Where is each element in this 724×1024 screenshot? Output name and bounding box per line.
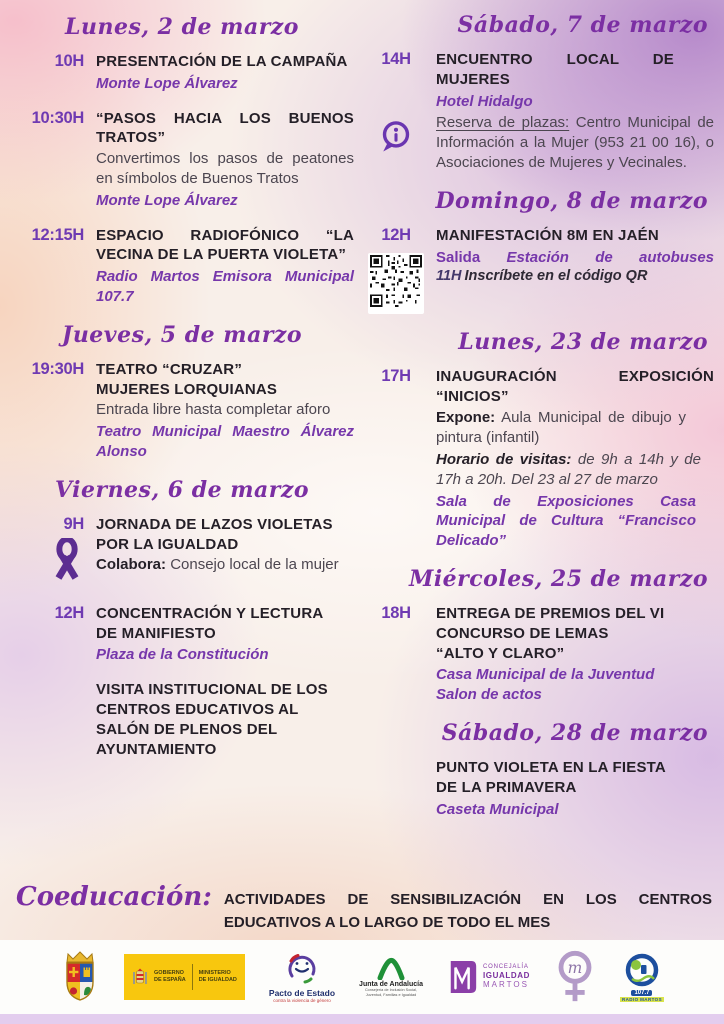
martos-coat-of-arms-logo — [60, 950, 100, 1004]
reserva-label: Reserva de plazas: — [436, 114, 570, 132]
gobierno-line1: GOBIERNO — [154, 969, 184, 976]
event-time: 10H — [54, 52, 84, 70]
event-presentacion-campana — [10, 52, 354, 94]
event-info — [436, 113, 714, 172]
qr-code — [368, 253, 424, 314]
junta-sub-line2: Juventud, Familias e Igualdad — [365, 993, 417, 997]
event-title: “PASOS HACIA LOS BUENOS TRATOS” — [96, 109, 354, 147]
expone-text: Aula Municipal de dibujo y pintura (infantil) — [436, 409, 686, 447]
salida-place: Estación de autobuses — [506, 248, 715, 266]
radio-circle-icon — [624, 953, 660, 989]
event-espacio-radiofonico — [10, 226, 354, 307]
event-time: 19:30H — [31, 359, 84, 378]
event-location: Teatro Municipal Maestro Álvarez Alonso — [96, 423, 354, 460]
coeducacion-row — [16, 882, 712, 934]
day-header-monday-2: Lunes, 2 de marzo — [65, 14, 299, 40]
ministerio-line1: MINISTERIO — [198, 969, 231, 976]
event-description: Entrada libre hasta completar aforo — [96, 401, 331, 419]
expone-label: Expone: — [436, 409, 496, 427]
event-location: Monte Lope Álvarez — [96, 74, 238, 92]
salida-label: Salida — [436, 248, 481, 266]
qr-note-line — [436, 267, 714, 287]
colabora-text: Consejo local de la mujer — [170, 556, 339, 574]
coeducacion-text: ACTIVIDADES DE SENSIBILIZACIÓN EN LOS CENTROS EDUCATIVOS A LO LARGO DE TODO EL MES — [223, 891, 712, 931]
qr-time: 11H — [436, 268, 462, 285]
colabora-label: Colabora: — [96, 556, 167, 574]
event-teatro-cruzar — [10, 360, 354, 462]
ribbon-icon — [50, 538, 84, 589]
junta-sub-line1: Consejería de Inclusión Social, — [364, 988, 418, 993]
concejalia-line1: CONCEJALÍA — [482, 964, 529, 971]
event-title: CONCENTRACIÓN Y LECTURA DE MANIFIESTO — [96, 604, 323, 642]
day-header-saturday-28: Sábado, 28 de marzo — [441, 719, 708, 746]
event-time: 12H — [381, 225, 411, 244]
event-visita-institucional — [10, 680, 354, 759]
qr-note: Inscríbete en el código QR — [464, 268, 648, 285]
bottom-strip — [0, 1014, 724, 1024]
logo-band — [0, 940, 724, 1014]
spain-crest-icon — [132, 967, 148, 987]
gobierno-ministerio-igualdad-logo — [124, 954, 245, 1000]
event-title-line2: MUJERES LORQUIANAS — [96, 380, 278, 398]
event-description — [96, 555, 354, 575]
day-header-thursday-5: Jueves, 5 de marzo — [61, 321, 303, 348]
event-time: 17H — [381, 366, 411, 385]
event-title: MANIFESTACIÓN 8M EN JAÉN — [436, 226, 659, 244]
event-location: Radio Martos Emisora Municipal 107.7 — [96, 268, 354, 305]
event-horario — [436, 450, 701, 490]
event-departure — [436, 248, 714, 268]
day-header-monday-23: Lunes, 23 de marzo — [458, 328, 708, 355]
event-title: ENCUENTRO LOCAL DE MUJERES — [436, 51, 674, 88]
event-punto-violeta — [366, 758, 714, 819]
day-header-sunday-8: Domingo, 8 de marzo — [435, 187, 708, 214]
day-header-wednesday-25: Miércoles, 25 de marzo — [408, 565, 708, 592]
radio-frequency: 107.7 — [631, 990, 652, 996]
event-time: 9H — [63, 514, 84, 533]
event-title: PUNTO VIOLETA EN LA FIESTA DE LA PRIMAVERA — [436, 758, 666, 796]
pacto-circle-icon — [282, 951, 322, 987]
event-manifestacion-8m — [366, 226, 714, 314]
event-concurso-lemas — [366, 604, 714, 705]
pacto-name: Pacto de Estado — [268, 988, 336, 998]
concejalia-line2: IGUALDAD — [482, 971, 530, 981]
junta-a-icon — [376, 956, 406, 980]
event-expone — [436, 408, 686, 448]
event-description: Convertimos los pasos de peatones en símbolos de Buenos Tratos — [96, 150, 354, 187]
event-time: 18H — [381, 603, 411, 622]
gobierno-line2: DE ESPAÑA — [154, 977, 186, 983]
junta-name: Junta de Andalucía — [359, 981, 423, 989]
event-title-line2: “ALTO Y CLARO” — [436, 644, 565, 662]
consejo-mujer-logo — [554, 949, 596, 1005]
event-exposicion-inicios — [366, 367, 714, 551]
event-location: Plaza de la Constitución — [96, 646, 269, 664]
reserva-text: Centro Municipal de Información a la Mujer (953 21 00 16), o Asociaciones de Mujeres y Vecinales. — [436, 114, 715, 171]
right-column — [366, 0, 714, 834]
event-title: JORNADA DE LAZOS VIOLETAS POR LA IGUALDAD — [96, 515, 333, 553]
pacto-de-estado-logo — [269, 951, 335, 1003]
pacto-subtitle: contra la violencia de género — [273, 998, 331, 1003]
event-time: 10:30H — [31, 108, 84, 127]
radio-martos-logo — [620, 953, 664, 1002]
event-title: VISITA INSTITUCIONAL DE LOS CENTROS EDUCATIVOS AL SALÓN DE PLENOS DEL AYUNTAMIENTO — [96, 681, 328, 758]
event-pasos-buenos-tratos — [10, 109, 354, 211]
mujer-letter: m — [567, 959, 583, 978]
event-title: INAUGURACIÓN EXPOSICIÓN “INICIOS” — [436, 367, 714, 405]
event-time: 12:15H — [31, 225, 84, 244]
horario-label: Horario de visitas: — [436, 450, 572, 468]
ministerio-line2: DE IGUALDAD — [198, 977, 237, 983]
event-location-line2: Salon de actos — [436, 686, 542, 704]
event-location: Caseta Municipal — [436, 800, 559, 818]
event-encuentro-mujeres — [366, 50, 714, 173]
horario-text: de 9h a 14h y de 17h a 20h. Del 23 al 27 de marzo — [436, 450, 701, 488]
day-header-saturday-7: Sábado, 7 de marzo — [457, 12, 708, 38]
radio-name: RADIO MARTOS — [622, 996, 662, 1002]
event-time: 12H — [54, 603, 84, 622]
coeducacion-label: Coeducación: — [16, 882, 212, 912]
event-location: Casa Municipal de la Juventud — [436, 666, 655, 684]
event-location: Sala de Exposiciones Casa Municipal de Cultura “Francisco Delicado” — [436, 492, 696, 550]
event-title: TEATRO “CRUZAR” — [96, 360, 243, 378]
event-title: PRESENTACIÓN DE LA CAMPAÑA — [96, 53, 348, 70]
concejalia-line3: MARTOS — [482, 980, 529, 990]
junta-de-andalucia-logo — [359, 956, 423, 998]
event-concentracion-manifiesto — [10, 604, 354, 665]
event-time: 14H — [381, 50, 411, 68]
day-header-friday-6: Viernes, 6 de marzo — [54, 476, 310, 503]
info-icon — [379, 119, 413, 160]
left-column — [10, 0, 354, 774]
event-title: ENTREGA DE PREMIOS DEL VI CONCURSO DE LEMAS — [436, 604, 665, 642]
event-location: Monte Lope Álvarez — [96, 191, 238, 209]
event-lazos-violetas — [10, 515, 354, 589]
concejalia-igualdad-martos-logo — [447, 957, 530, 997]
event-location: Hotel Hidalgo — [436, 92, 533, 110]
event-title: ESPACIO RADIOFÓNICO “LA VECINA DE LA PUERTA VIOLETA” — [96, 226, 354, 264]
concejalia-m-icon — [447, 957, 479, 997]
